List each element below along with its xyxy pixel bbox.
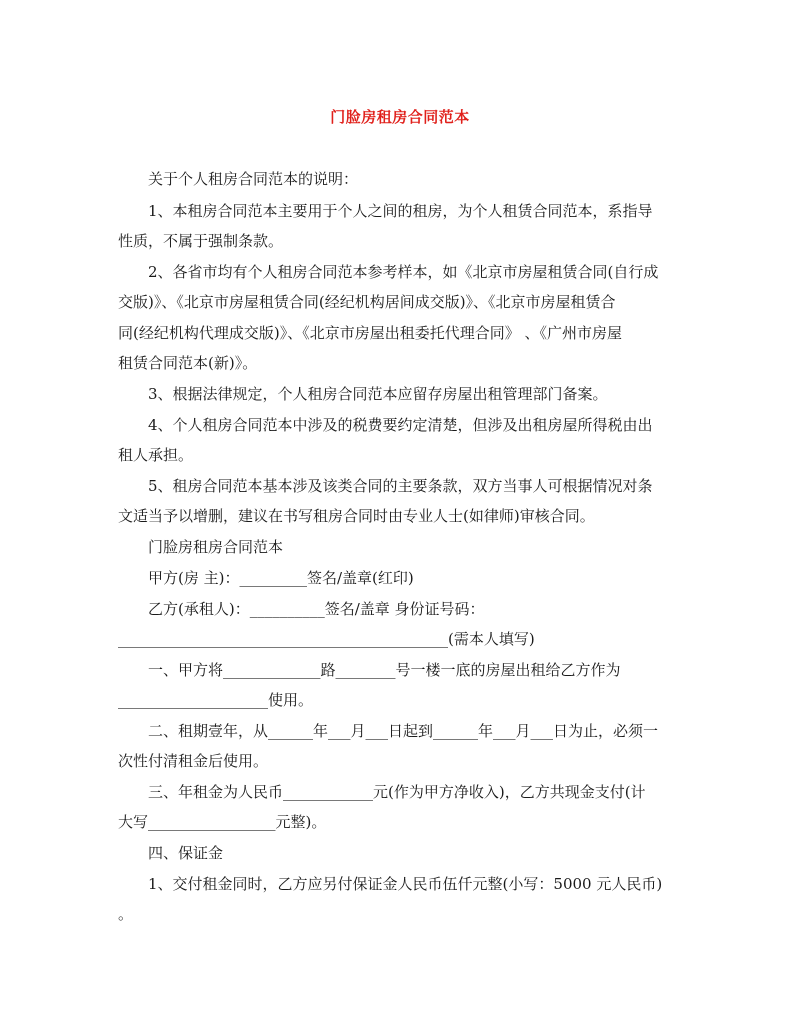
paragraph-line: 同(经纪机构代理成交版)》、《北京市房屋出租委托代理合同》 、《广州市房屋: [118, 324, 622, 342]
paragraph-line: 文适当予以增删，建议在书写租房合同时由专业人士(如律师)审核合同。: [118, 507, 595, 525]
paragraph-line: 2、各省市均有个人租房合同范本参考样本，如《北京市房屋租赁合同(自行成: [148, 263, 659, 281]
section-heading: 四、保证金: [148, 844, 224, 862]
paragraph-line: 性质，不属于强制条款。: [118, 232, 284, 250]
party-a-line: 甲方(房 主)：_________签名/盖章(红印): [148, 569, 414, 587]
paragraph-line: 门脸房租房合同范本: [148, 538, 284, 556]
paragraph-line: 关于个人租房合同范本的说明：: [148, 170, 359, 188]
clause-line: 。: [118, 905, 134, 923]
party-b-line: 乙方(承租人)：__________签名/盖章 身份证号码：: [148, 600, 485, 618]
paragraph-line: 5、租房合同范本基本涉及该类合同的主要条款，双方当事人可根据情况对条: [148, 477, 653, 495]
id-number-blank-line: ____________________________________________(需本人填写): [118, 630, 535, 648]
clause-line: ____________________使用。: [118, 691, 314, 709]
paragraph-line: 3、根据法律规定，个人租房合同范本应留存房屋出租管理部门备案。: [148, 385, 608, 403]
paragraph-line: 4、个人租房合同范本中涉及的税费要约定清楚，但涉及出租房屋所得税由出: [148, 416, 653, 434]
clause-line: 1、交付租金同时，乙方应另付保证金人民币伍仟元整(小写：5000 元人民币): [148, 875, 663, 893]
clause-line: 三、年租金为人民币____________元(作为甲方净收入)，乙方共现金支付(计: [148, 783, 646, 801]
paragraph-line: 租赁合同范本(新)》。: [118, 354, 258, 372]
paragraph-line: 1、本租房合同范本主要用于个人之间的租房，为个人租赁合同范本，系指导: [148, 202, 653, 220]
clause-line: 二、租期壹年，从______年___月___日起到______年___月___日为止，必须一: [148, 722, 659, 740]
paragraph-line: 交版)》、《北京市房屋租赁合同(经纪机构居间成交版)》、《北京市房屋租赁合: [118, 293, 616, 311]
clause-line: 大写_________________元整)。: [118, 813, 327, 831]
paragraph-line: 租人承担。: [118, 446, 194, 464]
clause-line: 次性付清租金后使用。: [118, 752, 269, 770]
document-title: 门脸房租房合同范本: [330, 108, 470, 126]
clause-line: 一、甲方将_____________路________号一楼一底的房屋出租给乙方作为: [148, 661, 621, 679]
